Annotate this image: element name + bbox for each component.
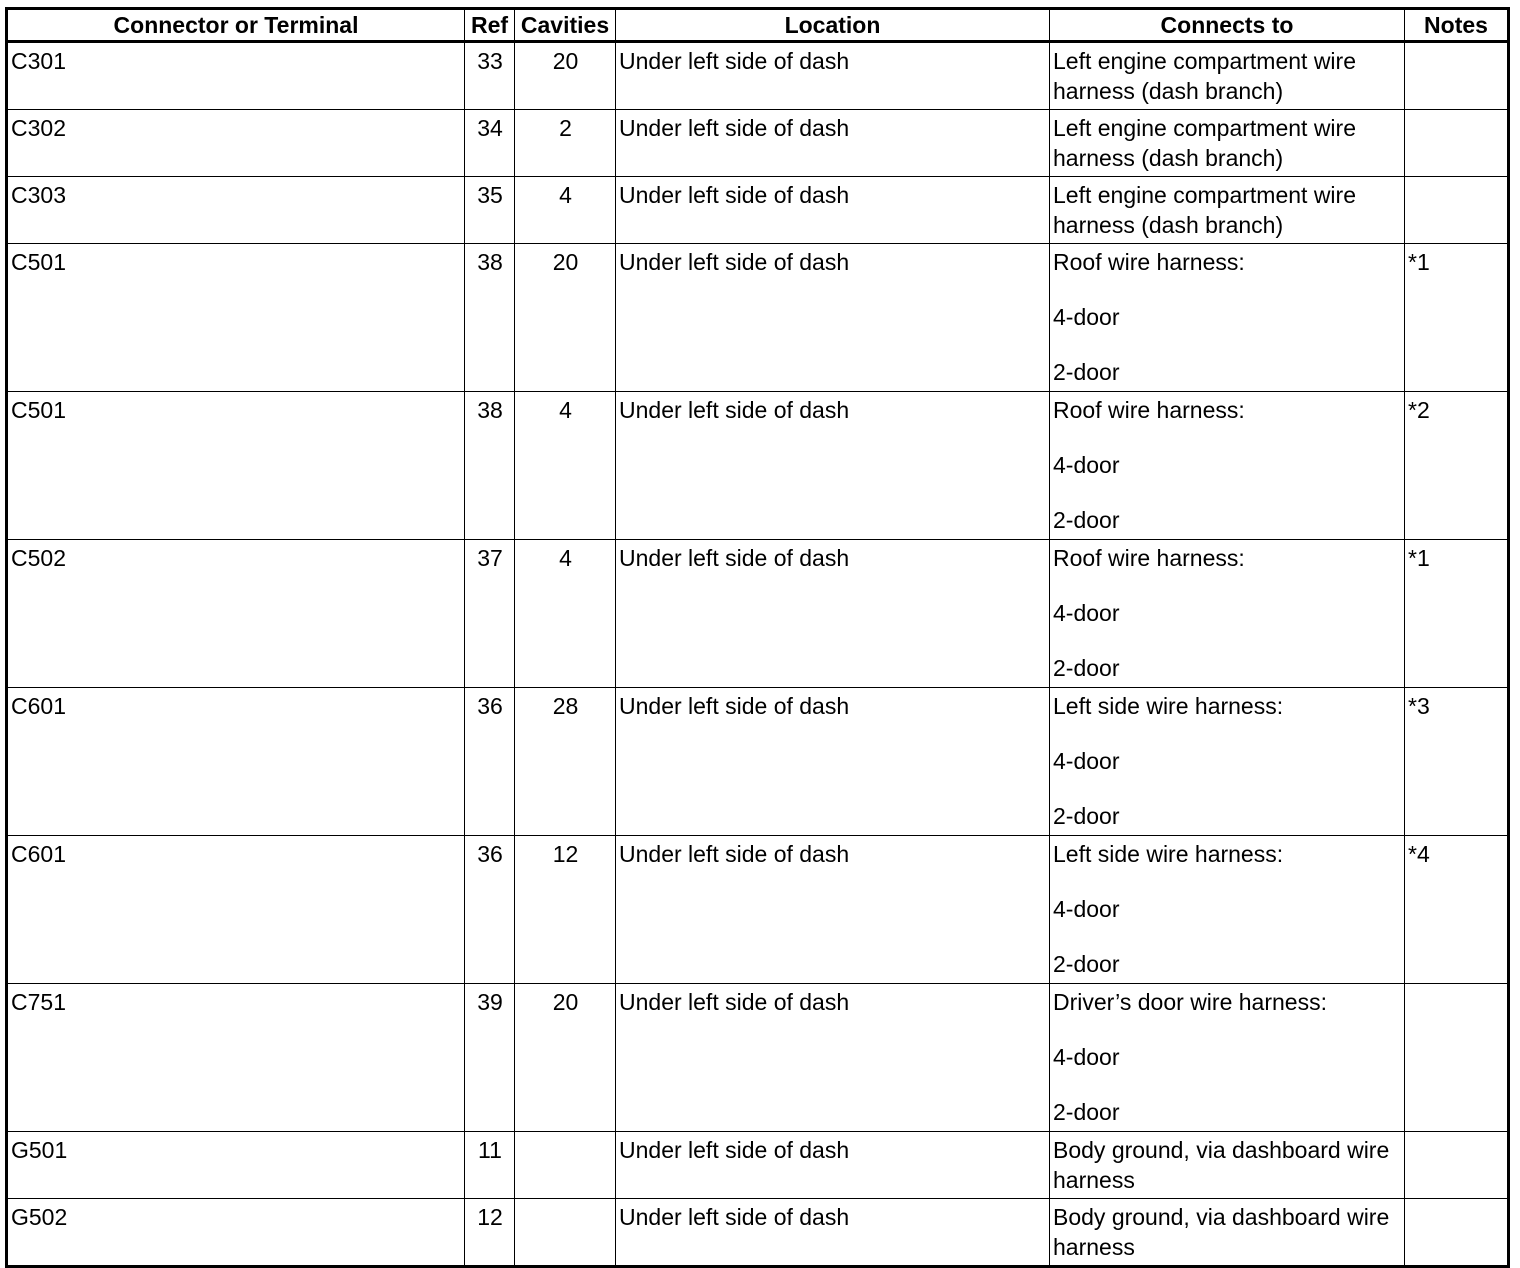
- cell-location: Under left side of dash: [616, 688, 1050, 836]
- table-row: [7, 244, 1509, 392]
- connects-to-variant: 4-door: [1053, 304, 1120, 330]
- cell-location: Under left side of dash: [616, 540, 1050, 688]
- cell-cavities: 12: [515, 836, 616, 984]
- connects-to-variant: 2-door: [1053, 507, 1120, 533]
- cell-location: Under left side of dash: [616, 244, 1050, 392]
- cell-location: Under left side of dash: [616, 836, 1050, 984]
- cell-ref: 12: [465, 1199, 515, 1267]
- cell-cavities: 20: [515, 42, 616, 110]
- cell-ref: 38: [465, 392, 515, 540]
- cell-cavities: 20: [515, 984, 616, 1132]
- cell-cavities: 20: [515, 244, 616, 392]
- table-row: [7, 984, 1509, 1132]
- connector-table-container: [5, 7, 1510, 1268]
- cell-cavities: 28: [515, 688, 616, 836]
- cell-cavities: [515, 1132, 616, 1199]
- cell-location: Under left side of dash: [616, 984, 1050, 1132]
- cell-notes: *1: [1405, 540, 1509, 688]
- cell-connector: C601: [7, 688, 465, 836]
- cell-ref: 39: [465, 984, 515, 1132]
- cell-connects-to: [1050, 836, 1405, 984]
- cell-ref: 38: [465, 244, 515, 392]
- cell-connector: C302: [7, 110, 465, 177]
- table-row: [7, 110, 1509, 177]
- cell-connects-to: Left engine compartment wire harness (dash branch): [1050, 42, 1405, 110]
- connects-to-variant: 2-door: [1053, 803, 1120, 829]
- connects-to-title: Roof wire harness:: [1053, 545, 1245, 571]
- cell-connector: C501: [7, 392, 465, 540]
- connects-to-title: Roof wire harness:: [1053, 249, 1245, 275]
- cell-ref: 36: [465, 836, 515, 984]
- table-row: [7, 836, 1509, 984]
- connects-to-variant: 2-door: [1053, 1099, 1120, 1125]
- cell-notes: *4: [1405, 836, 1509, 984]
- connects-to-variant: 4-door: [1053, 600, 1120, 626]
- cell-ref: 37: [465, 540, 515, 688]
- header-connector: Connector or Terminal: [7, 9, 465, 42]
- cell-connects-to: Body ground, via dashboard wire harness: [1050, 1199, 1405, 1267]
- table-row: [7, 1199, 1509, 1267]
- cell-notes: [1405, 1132, 1509, 1199]
- cell-ref: 36: [465, 688, 515, 836]
- header-notes: Notes: [1405, 9, 1509, 42]
- header-cavities: Cavities: [515, 9, 616, 42]
- table-row: [7, 177, 1509, 244]
- cell-cavities: 2: [515, 110, 616, 177]
- table-row: [7, 688, 1509, 836]
- table-header-row: [7, 9, 1509, 42]
- table-row: [7, 42, 1509, 110]
- cell-location: Under left side of dash: [616, 1199, 1050, 1267]
- cell-connects-to: [1050, 688, 1405, 836]
- table-row: [7, 392, 1509, 540]
- cell-connects-to: Body ground, via dashboard wire harness: [1050, 1132, 1405, 1199]
- header-connects-to: Connects to: [1050, 9, 1405, 42]
- cell-notes: [1405, 110, 1509, 177]
- cell-cavities: [515, 1199, 616, 1267]
- cell-notes: [1405, 1199, 1509, 1267]
- cell-connects-to: Left engine compartment wire harness (dash branch): [1050, 110, 1405, 177]
- cell-cavities: 4: [515, 177, 616, 244]
- header-location: Location: [616, 9, 1050, 42]
- connects-to-title: Left side wire harness:: [1053, 841, 1284, 867]
- connects-to-variant: 2-door: [1053, 359, 1120, 385]
- cell-notes: *2: [1405, 392, 1509, 540]
- cell-cavities: 4: [515, 540, 616, 688]
- table-row: [7, 1132, 1509, 1199]
- cell-notes: *3: [1405, 688, 1509, 836]
- connects-to-variant: 2-door: [1053, 655, 1120, 681]
- cell-connector: C303: [7, 177, 465, 244]
- cell-cavities: 4: [515, 392, 616, 540]
- cell-location: Under left side of dash: [616, 177, 1050, 244]
- cell-notes: [1405, 177, 1509, 244]
- cell-connects-to: [1050, 984, 1405, 1132]
- connects-to-variant: 4-door: [1053, 896, 1120, 922]
- cell-ref: 11: [465, 1132, 515, 1199]
- connects-to-title: Driver’s door wire harness:: [1053, 989, 1327, 1015]
- cell-connector: G501: [7, 1132, 465, 1199]
- connects-to-title: Roof wire harness:: [1053, 397, 1245, 423]
- cell-notes: [1405, 42, 1509, 110]
- cell-connector: C301: [7, 42, 465, 110]
- cell-ref: 34: [465, 110, 515, 177]
- connects-to-variant: 4-door: [1053, 1044, 1120, 1070]
- cell-connector: G502: [7, 1199, 465, 1267]
- cell-location: Under left side of dash: [616, 1132, 1050, 1199]
- connector-table: [5, 7, 1510, 1268]
- cell-connects-to: [1050, 392, 1405, 540]
- cell-notes: [1405, 984, 1509, 1132]
- cell-location: Under left side of dash: [616, 110, 1050, 177]
- connects-to-variant: 2-door: [1053, 951, 1120, 977]
- connects-to-title: Left side wire harness:: [1053, 693, 1284, 719]
- cell-connector: C751: [7, 984, 465, 1132]
- cell-ref: 35: [465, 177, 515, 244]
- connects-to-variant: 4-door: [1053, 452, 1120, 478]
- cell-location: Under left side of dash: [616, 392, 1050, 540]
- cell-connector: C501: [7, 244, 465, 392]
- table-row: [7, 540, 1509, 688]
- cell-connector: C601: [7, 836, 465, 984]
- cell-connects-to: Left engine compartment wire harness (dash branch): [1050, 177, 1405, 244]
- cell-location: Under left side of dash: [616, 42, 1050, 110]
- cell-connects-to: [1050, 244, 1405, 392]
- cell-ref: 33: [465, 42, 515, 110]
- header-ref: Ref: [465, 9, 515, 42]
- cell-notes: *1: [1405, 244, 1509, 392]
- connects-to-variant: 4-door: [1053, 748, 1120, 774]
- cell-connector: C502: [7, 540, 465, 688]
- cell-connects-to: [1050, 540, 1405, 688]
